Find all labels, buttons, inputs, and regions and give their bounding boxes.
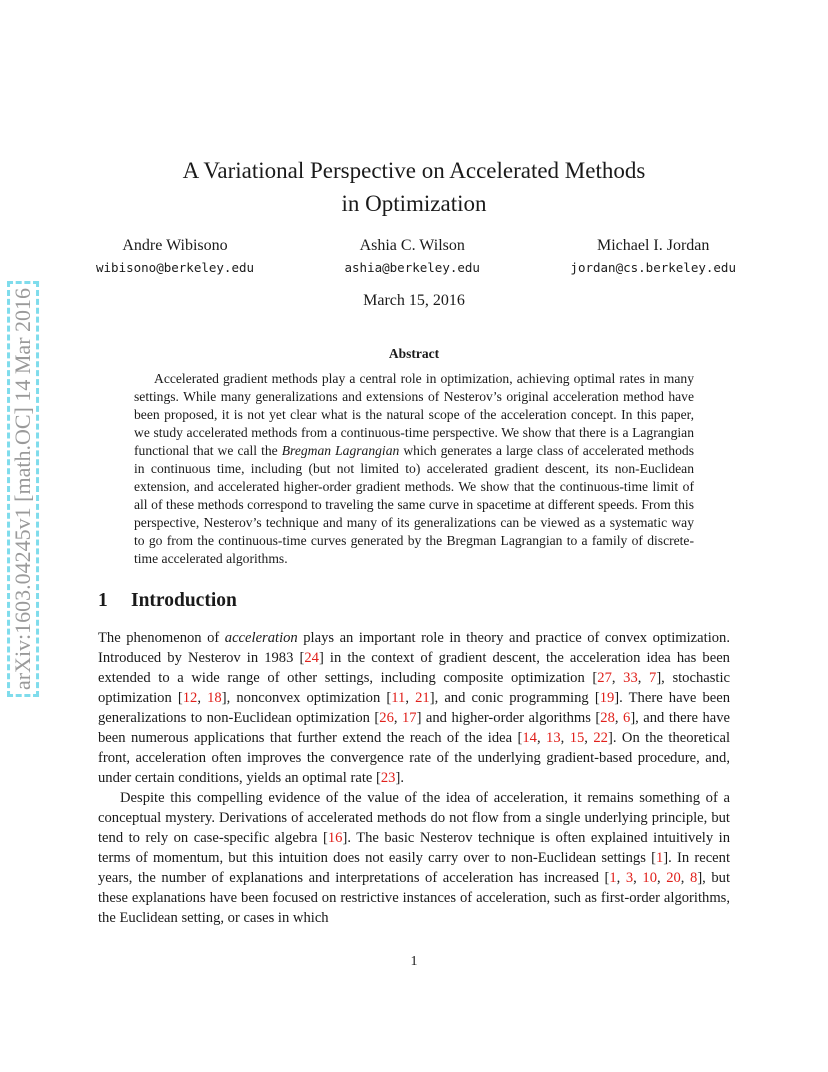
citation-link[interactable]: 11 bbox=[391, 690, 406, 706]
citation-link[interactable]: 13 bbox=[546, 730, 561, 746]
paragraph-1: The phenomenon of acceleration plays an important role in theory and practice of convex optimization. Introduced by Nesterov in 1983 [24] in the context of gradient descent, the acceleration idea has been extended to a wide range of other settings, including composite optimization [27, 33, 7], stochastic optimization [12, 18], nonconvex optimization [11, 21], and conic programming [19]. There have been generalizations to non-Euclidean optimization [26, 17] and higher-order algorithms [28, 6], and there have been numerous applications that further extend the reach of the idea [14, 13, 15, 22]. On the theoretical front, acceleration often improves the convergence rate of the underlying gradient-based procedure, and, under certain conditions, yields an optimal rate [23]. bbox=[98, 630, 731, 786]
author-email: wibisono@berkeley.edu bbox=[96, 260, 255, 275]
author-email: jordan@cs.berkeley.edu bbox=[570, 260, 736, 275]
paragraph-2: Despite this compelling evidence of the value of the idea of acceleration, it remains something of a conceptual mystery. Derivations of accelerated methods do not flow from a single underlying principle, but tend to rely on case-specific algebra [16]. The basic Nesterov technique is often explained intuitively in terms of momentum, but this intuition does not easily carry over to non-Euclidean settings [1]. In recent years, the number of explanations and interpretations of acceleration has increased [1, 3, 10, 20, 8], but these explanations have been focused on restrictive instances of acceleration, such as first-order algorithms, the Euclidean setting, or cases in which bbox=[98, 790, 731, 926]
author-2 bbox=[345, 234, 480, 278]
text: ] in the context of gradient descent, the acceleration idea has been extended to a wide range of other settings, including composite optimization [ bbox=[98, 650, 730, 686]
section-number: 1 bbox=[98, 590, 108, 611]
section-title: Introduction bbox=[131, 590, 237, 611]
text: Despite this compelling evidence of the value of the idea of acceleration, it remains something of a conceptual mystery. Derivations of accelerated methods do not flow from a single underlying principle, but tend to rely on case-specific algebra [ bbox=[98, 790, 730, 846]
title-line-1: A Variational Perspective on Accelerated Methods bbox=[182, 158, 646, 183]
citation-link[interactable]: 16 bbox=[327, 830, 343, 846]
abstract-heading: Abstract bbox=[388, 346, 440, 361]
abstract-emphasis: Bregman Lagrangian bbox=[281, 443, 400, 458]
text: ]. The basic Nesterov technique is often explained intuitively in terms of momentum, but this intuition does not easily carry over to non-Euclidean settings [ bbox=[98, 830, 730, 866]
abstract-text: Accelerated gradient methods play a central role in optimization, achieving optimal rates in many settings. While many generalizations and extensions of Nesterov’s original acceleration method have been proposed, it is not yet clear what is the natural scope of the acceleration concept. In this paper, we study accelerated methods from a continuous-time perspective. We show that there is a Lagrangian functional that we call the bbox=[134, 371, 694, 458]
body-text bbox=[98, 628, 730, 928]
text: ]. In recent years, the number of explanations and interpretations of acceleration has increased [ bbox=[98, 850, 730, 886]
author-1 bbox=[96, 234, 254, 278]
abstract-body bbox=[134, 370, 694, 568]
text: ], nonconvex optimization [ bbox=[221, 690, 392, 706]
citation-link[interactable]: 17 bbox=[401, 710, 417, 726]
text: ], and conic programming [ bbox=[429, 690, 600, 706]
section-heading bbox=[98, 590, 237, 612]
citation-link[interactable]: 6 bbox=[623, 710, 631, 726]
text: ]. There have been generalizations to non-Euclidean optimization [ bbox=[98, 690, 731, 726]
arxiv-stamp bbox=[2, 232, 44, 746]
arxiv-id[interactable]: arXiv:1603.04245v1 [math.OC] 14 Mar 2016 bbox=[7, 281, 39, 697]
citation-link[interactable]: 24 bbox=[304, 650, 319, 666]
citation-link[interactable]: 8 bbox=[690, 870, 698, 886]
paper-title bbox=[100, 154, 728, 220]
citation-link[interactable]: 14 bbox=[522, 730, 537, 746]
citation-link[interactable]: 7 bbox=[649, 670, 657, 686]
citation-link[interactable]: 3 bbox=[625, 870, 634, 886]
citation-link[interactable]: 12 bbox=[182, 690, 198, 706]
citation-link[interactable]: 21 bbox=[415, 690, 430, 706]
citation-link[interactable]: 26 bbox=[379, 710, 394, 726]
text: ] and higher-order algorithms [ bbox=[416, 710, 601, 726]
text: ]. On the theoretical front, acceleration often improves the convergence rate of the underlying gradient-based procedure, and, under certain conditions, yields an optimal rate [ bbox=[98, 730, 730, 786]
citation-link[interactable]: 18 bbox=[207, 690, 222, 706]
citation-link[interactable]: 27 bbox=[597, 670, 612, 686]
author-name: Michael I. Jordan bbox=[597, 237, 710, 254]
citation-link[interactable]: 23 bbox=[380, 770, 396, 786]
text: ], and there have been numerous applications that further extend the reach of the idea [ bbox=[98, 710, 731, 746]
emphasis: acceleration bbox=[224, 630, 298, 646]
author-list bbox=[96, 234, 736, 278]
citation-link[interactable]: 1 bbox=[609, 870, 617, 886]
citation-link[interactable]: 15 bbox=[569, 730, 585, 746]
text: ]. bbox=[395, 770, 404, 786]
citation-link[interactable]: 1 bbox=[655, 850, 664, 866]
citation-link[interactable]: 10 bbox=[642, 870, 657, 886]
author-name: Andre Wibisono bbox=[122, 237, 228, 254]
title-line-2: in Optimization bbox=[341, 191, 487, 216]
citation-link[interactable]: 22 bbox=[593, 730, 608, 746]
text: plays an important role in theory and practice of convex optimization. Introduced by Nesterov in 1983 [ bbox=[98, 630, 730, 666]
abstract-text: which generates a large class of accelerated methods in continuous time, including (but not limited to) accelerated gradient descent, its non-Euclidean extension, and accelerated higher-order gradient methods. We show that the continuous-time limit of all of these methods correspond to traveling the same curve in spacetime at different speeds. From this perspective, Nesterov’s technique and many of its generalizations can be viewed as a systematic way to go from the continuous-time curves generated by the Bregman Lagrangian to a family of discrete-time accelerated algorithms. bbox=[134, 443, 694, 566]
text: The phenomenon of bbox=[98, 630, 225, 646]
page-number: 1 bbox=[410, 954, 418, 969]
paper-date: March 15, 2016 bbox=[363, 292, 465, 309]
author-3 bbox=[570, 234, 736, 278]
author-email: ashia@berkeley.edu bbox=[344, 260, 480, 275]
author-name: Ashia C. Wilson bbox=[359, 237, 465, 254]
text: ], stochastic optimization [ bbox=[98, 670, 730, 706]
citation-link[interactable]: 33 bbox=[623, 670, 638, 686]
citation-link[interactable]: 20 bbox=[666, 870, 681, 886]
text: ], but these explanations have been focused on restrictive instances of acceleration, such as first-order algorithms, the Euclidean setting, or cases in which bbox=[98, 870, 731, 926]
citation-link[interactable]: 28 bbox=[600, 710, 615, 726]
citation-link[interactable]: 19 bbox=[599, 690, 615, 706]
